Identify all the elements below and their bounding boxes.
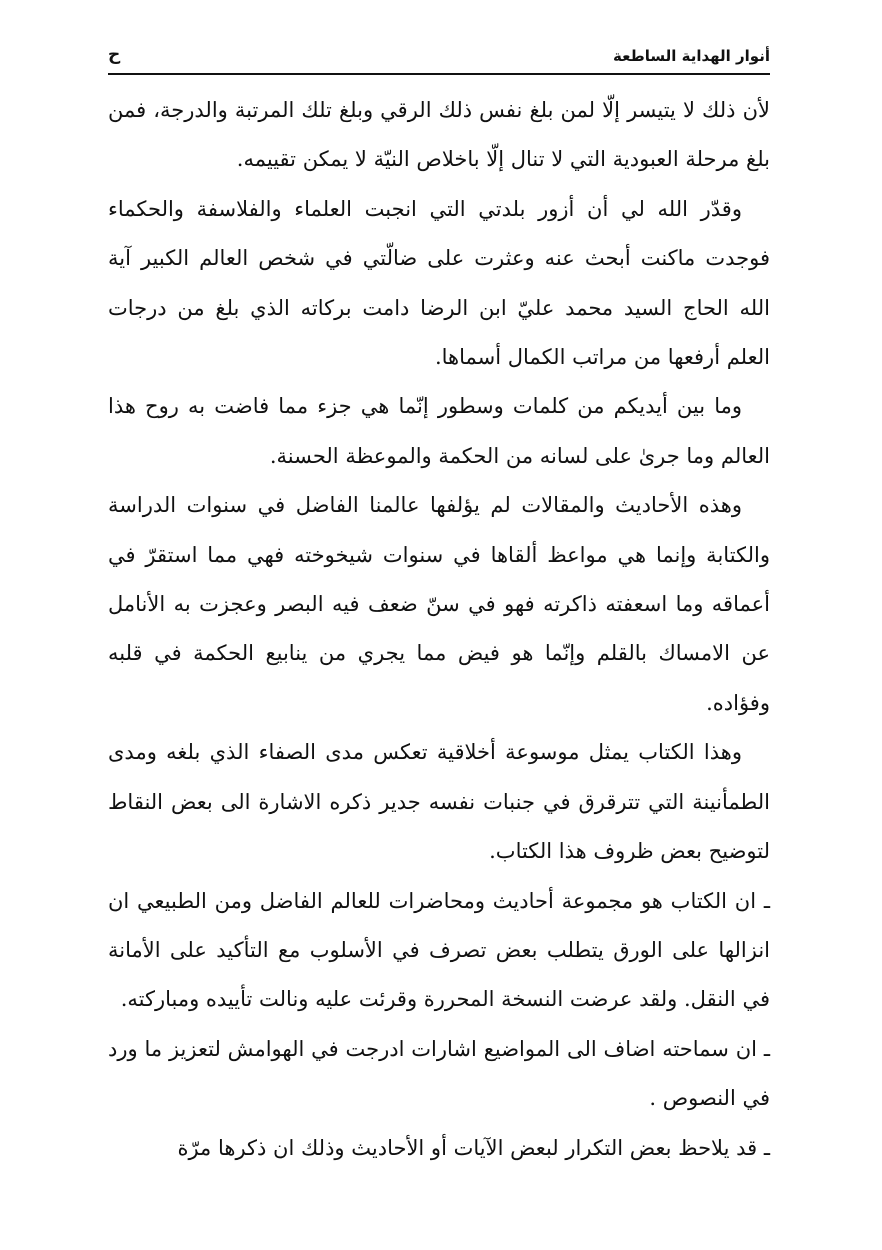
list-item: ـ ان سماحته اضاف الى المواضيع اشارات ادرجت في الهوامش لتعزيز ما ورد في النصوص . [108, 1036, 770, 1111]
header-rule [108, 73, 770, 75]
running-title: أنوار الهداية الساطعة [613, 47, 770, 65]
paragraph: وهذه الأحاديث والمقالات لم يؤلفها عالمنا الفاضل في سنوات الدراسة والكتابة وإنما هي مواعظ ألقاها في سنوات شيخوخته فهي مما استقرّ في أعماقه وما اسعفته ذاكرته فهو في سنّ ضعف فيه البصر وعجزت به الأنامل عن الامساك بالقلم وإنّما هو فيض مما يجري من ينابيع الحكمة في قلبه وفؤاده. [108, 493, 770, 715]
list-item: ـ ان الكتاب هو مجموعة أحاديث ومحاضرات للعالم الفاضل ومن الطبيعي ان انزالها على الورق يتطلب بعض تصرف في الأسلوب مع التأكيد على الأمانة في النقل. ولقد عرضت النسخة المحررة وقرئت عليه ونالت تأييده ومباركته. [108, 888, 770, 1012]
page-number: ح [108, 45, 121, 65]
list-item: ـ قد يلاحظ بعض التكرار لبعض الآيات أو الأحاديث وذلك ان ذكرها مرّة [177, 1135, 770, 1160]
paragraph: لأن ذلك لا يتيسر إلّا لمن بلغ نفس ذلك الرقي وبلغ تلك المرتبة والدرجة، فمن بلغ مرحلة العبودية التي لا تنال إلّا باخلاص النيّة لا يمكن تقييمه. [108, 98, 770, 172]
paragraph: وما بين أيديكم من كلمات وسطور إنّما هي جزء مما فاضت به روح هذا العالم وما جرىٰ على لسانه من الحكمة والموعظة الحسنة. [108, 394, 770, 468]
page-header [108, 44, 770, 72]
paragraph: وهذا الكتاب يمثل موسوعة أخلاقية تعكس مدى الصفاء الذي بلغه ومدى الطمأنينة التي تترقرق في جنبات نفسه جدير ذكره الاشارة الى بعض النقاط لتوضيح بعض ظروف هذا الكتاب. [108, 740, 770, 864]
body-text [108, 86, 770, 1173]
paragraph: وقدّر الله لي أن أزور بلدتي التي انجبت العلماء والفلاسفة والحكماء فوجدت ماكنت أبحث عنه وعثرت على ضالّتي في شخص العالم الكبير آية الله الحاج السيد محمد عليّ ابن الرضا دامت بركاته الذي بلغ من درجات العلم أرفعها من مراتب الكمال أسماها. [108, 196, 770, 370]
